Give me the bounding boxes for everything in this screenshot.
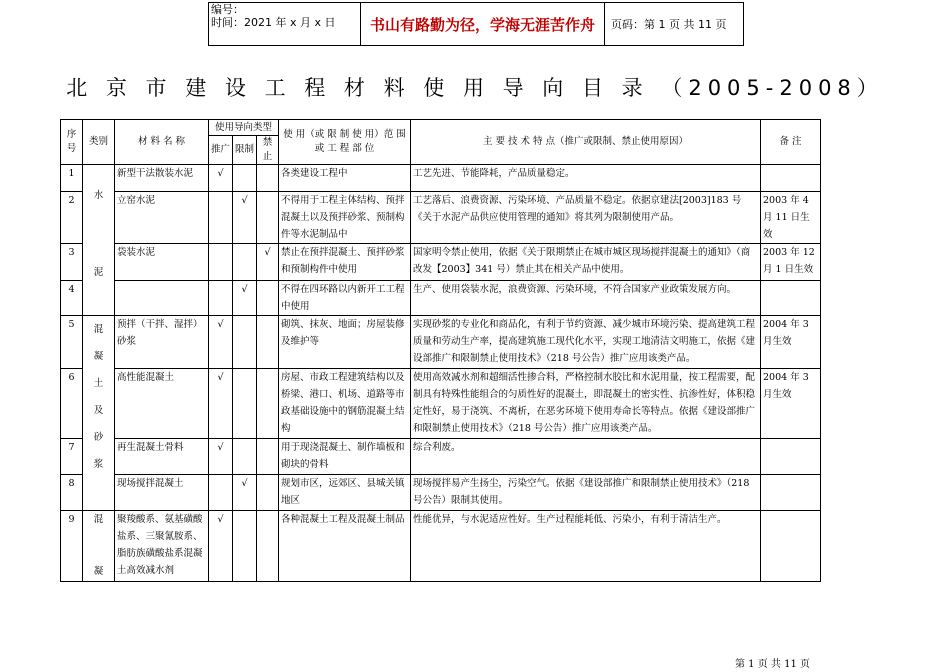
header-promote: 推广 xyxy=(209,136,233,165)
category-char: 砂 xyxy=(93,432,104,443)
row-features: 性能优异，与水泥适应性好。生产过程能耗低、污染小，有利于清洁生产。 xyxy=(411,511,761,582)
row-scope: 砌筑、抹灰、地面；房屋装修及维护等 xyxy=(279,316,411,369)
row-scope: 禁止在预拌混凝土、预拌砂浆和预制构件中使用 xyxy=(279,244,411,281)
category-admixture xyxy=(83,511,115,582)
row-ban xyxy=(257,281,279,316)
row-restrict xyxy=(233,244,257,281)
row-no: 6 xyxy=(61,369,83,439)
header-ban: 禁止 xyxy=(257,136,279,165)
row-promote xyxy=(209,281,233,316)
row-scope: 各种混凝土工程及混凝土制品 xyxy=(279,511,411,582)
row-restrict xyxy=(233,165,257,192)
row-scope: 各类建设工程中 xyxy=(279,165,411,192)
row-promote xyxy=(209,244,233,281)
table-row xyxy=(61,192,821,244)
category-char: 及 xyxy=(93,405,104,416)
row-ban xyxy=(257,511,279,582)
row-scope: 房屋、市政工程建筑结构以及桥梁、港口、机场、道路等市政基础设施中的钢筋混凝土结构 xyxy=(279,369,411,439)
header-no: 序号 xyxy=(61,120,83,165)
row-no: 3 xyxy=(61,244,83,281)
category-char: 凝 xyxy=(93,566,104,577)
row-promote xyxy=(209,192,233,244)
row-features: 综合利废。 xyxy=(411,439,761,475)
category-char: 凝 xyxy=(93,351,104,362)
row-no: 8 xyxy=(61,475,83,511)
row-scope: 不得在四环路以内新开工工程中使用 xyxy=(279,281,411,316)
row-ban xyxy=(257,316,279,369)
row-ban xyxy=(257,165,279,192)
row-restrict xyxy=(233,511,257,582)
row-no: 4 xyxy=(61,281,83,316)
row-name: 再生混凝土骨料 xyxy=(115,439,209,475)
row-remarks: 2003 年 12 月 1 日生效 xyxy=(761,244,821,281)
row-restrict xyxy=(233,439,257,475)
row-features: 工艺落后、浪费资源、污染环境、产品质量不稳定。依据京建法[2003]183 号《关于水泥产品供应使用管理的通知》将其列为限制使用产品。 xyxy=(411,192,761,244)
row-scope: 规划市区，远郊区、县城关镇地区 xyxy=(279,475,411,511)
category-char: 泥 xyxy=(93,267,104,278)
category-cement xyxy=(83,165,115,316)
row-features: 现场搅拌易产生扬尘，污染空气。依据《建设部推广和限制禁止使用技术》（218 号公告）限制其使用。 xyxy=(411,475,761,511)
row-ban xyxy=(257,192,279,244)
row-promote: √ xyxy=(209,439,233,475)
category-concrete xyxy=(83,316,115,511)
table-row xyxy=(61,316,821,369)
row-name: 预拌（干拌、湿拌）砂浆 xyxy=(115,316,209,369)
row-name: 聚羧酸系、氨基磺酸盐系、三聚氰胺系、脂肪族磺酸盐系混凝土高效减水剂 xyxy=(115,511,209,582)
row-name xyxy=(115,281,209,316)
row-remarks xyxy=(761,439,821,475)
row-ban xyxy=(257,439,279,475)
page-footer: 第 1 页 共 11 页 xyxy=(735,659,810,670)
header-name: 材 料 名 称 xyxy=(115,120,209,165)
row-features: 使用高效减水剂和超细活性掺合料，严格控制水胶比和水泥用量，按工程需要，配制具有特殊性能组合的匀质性好的混凝土，即混凝土的密实性、抗渗性好，体积稳定性好，易于浇筑、不离析，在恶劣环境下使用寿命长等特点。依据《建设部推广和限制禁止使用技术》（218 号公告）推广应用该类产品。 xyxy=(411,369,761,439)
document-title: 北 京 市 建 设 工 程 材 料 使 用 导 向 目 录 （2005-2008） xyxy=(66,76,884,100)
row-promote: √ xyxy=(209,369,233,439)
row-name: 高性能混凝土 xyxy=(115,369,209,439)
table-row xyxy=(61,511,821,582)
row-ban: √ xyxy=(257,244,279,281)
table-row xyxy=(61,281,821,316)
row-restrict: √ xyxy=(233,281,257,316)
row-remarks xyxy=(761,511,821,582)
category-char: 混 xyxy=(93,514,104,525)
row-scope: 用于现浇混凝土、制作墙板和砌块的骨料 xyxy=(279,439,411,475)
row-no: 2 xyxy=(61,192,83,244)
materials-table xyxy=(60,119,821,582)
table-row xyxy=(61,165,821,192)
row-features: 实现砂浆的专业化和商品化，有利于节约资源、减少城市环境污染、提高建筑工程质量和劳动生产率，提高建筑施工现代化水平，实现工地清洁文明施工，依据《建设部推广和限制禁止使用技术》（218 号公告）推广应用该类产品。 xyxy=(411,316,761,369)
table-row xyxy=(61,244,821,281)
row-no: 1 xyxy=(61,165,83,192)
row-ban xyxy=(257,369,279,439)
category-char: 浆 xyxy=(93,459,104,470)
header-guide-type: 使用导向类型 xyxy=(209,120,279,136)
header-page-label: 页码：第 1 页 共 11 页 xyxy=(611,18,727,31)
row-remarks: 2004 年 3 月生效 xyxy=(761,369,821,439)
doc-number-label: 编号： xyxy=(211,3,244,16)
row-no: 9 xyxy=(61,511,83,582)
header-restrict: 限制 xyxy=(233,136,257,165)
header-remarks: 备 注 xyxy=(761,120,821,165)
table-row xyxy=(61,439,821,475)
row-ban xyxy=(257,475,279,511)
row-no: 7 xyxy=(61,439,83,475)
row-restrict: √ xyxy=(233,192,257,244)
row-name: 立窑水泥 xyxy=(115,192,209,244)
row-promote: √ xyxy=(209,316,233,369)
doc-time-label: 时间：2021 年 x 月 x 日 xyxy=(211,16,336,29)
row-scope: 不得用于工程主体结构、预拌混凝土以及预拌砂浆、预制构件等水泥制品中 xyxy=(279,192,411,244)
row-features: 生产、使用袋装水泥，浪费资源、污染环境，不符合国家产业政策发展方向。 xyxy=(411,281,761,316)
header-scope: 使 用（或 限 制 使 用）范 围 或 工 程 部 位 xyxy=(279,120,411,165)
header-features: 主 要 技 术 特 点（推广或限制、禁止使用原因） xyxy=(411,120,761,165)
table-row xyxy=(61,475,821,511)
row-restrict: √ xyxy=(233,475,257,511)
row-restrict xyxy=(233,316,257,369)
row-remarks xyxy=(761,165,821,192)
row-features: 国家明令禁止使用，依据《关于限期禁止在城市城区现场搅拌混凝土的通知》（商改发【2003】341 号）禁止其在相关产品中使用。 xyxy=(411,244,761,281)
header-box xyxy=(208,2,744,46)
row-remarks xyxy=(761,281,821,316)
row-name: 新型干法散装水泥 xyxy=(115,165,209,192)
table-row xyxy=(61,369,821,439)
header-meta xyxy=(209,3,361,45)
category-char: 混 xyxy=(93,324,104,335)
header-motto: 书山有路勤为径，学海无涯苦作舟 xyxy=(361,3,605,45)
row-remarks: 2003 年 4 月 11 日生效 xyxy=(761,192,821,244)
row-name: 现场搅拌混凝土 xyxy=(115,475,209,511)
category-char: 水 xyxy=(93,190,104,201)
row-remarks xyxy=(761,475,821,511)
row-restrict xyxy=(233,369,257,439)
row-promote: √ xyxy=(209,165,233,192)
header-category: 类别 xyxy=(83,120,115,165)
row-name: 袋装水泥 xyxy=(115,244,209,281)
row-remarks: 2004 年 3 月生效 xyxy=(761,316,821,369)
row-promote xyxy=(209,475,233,511)
row-no: 5 xyxy=(61,316,83,369)
row-promote: √ xyxy=(209,511,233,582)
row-features: 工艺先进、节能降耗，产品质量稳定。 xyxy=(411,165,761,192)
category-char: 土 xyxy=(93,378,104,389)
